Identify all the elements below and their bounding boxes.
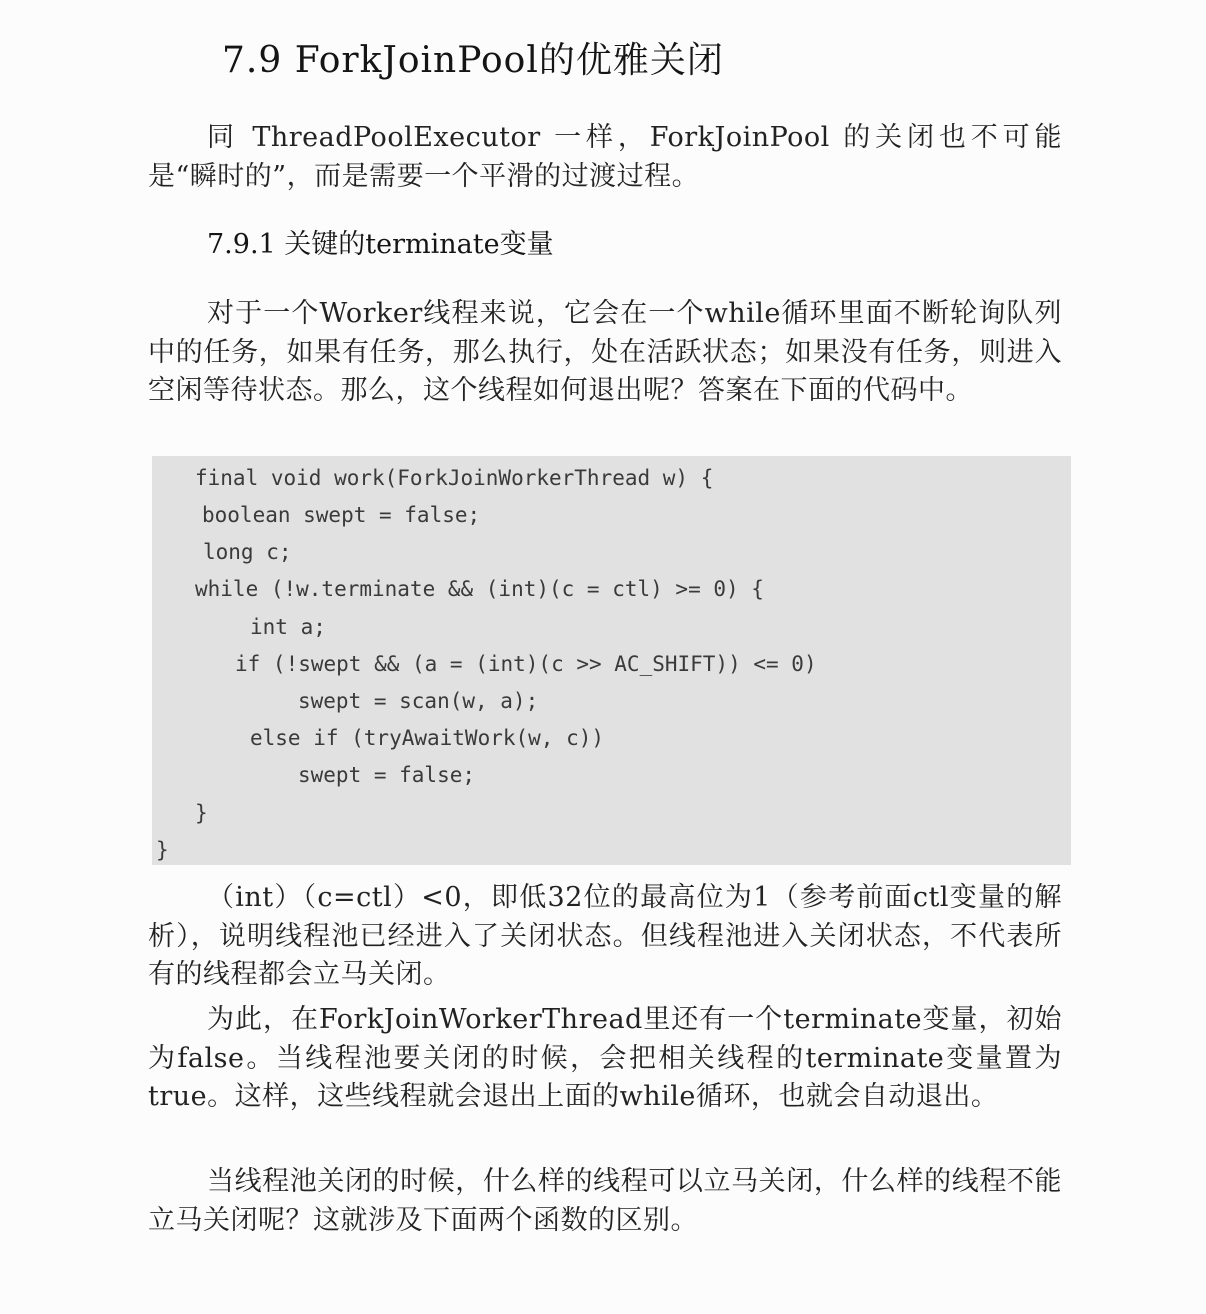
worker-paragraph: 对于一个Worker线程来说，它会在一个while循环里面不断轮询队列中的任务，如果有任务，那么执行，处在活跃状态；如果没有任务，则进入空闲等待状态。那么，这个线程如何退出呢？答案在下面的代码中。 bbox=[148, 298, 1062, 406]
intro-paragraph: 同 ThreadPoolExecutor 一样，ForkJoinPool 的关闭也不可能是“瞬时的”，而是需要一个平滑的过渡过程。 bbox=[148, 122, 1062, 192]
code-line: swept = false; bbox=[298, 763, 476, 787]
section-title: 7.9 ForkJoinPool的优雅关闭 bbox=[222, 40, 724, 81]
code-line: else if (tryAwaitWork(w, c)) bbox=[250, 726, 605, 750]
code-block bbox=[152, 456, 1071, 865]
subsection-title: 7.9.1 关键的terminate变量 bbox=[207, 229, 554, 260]
code-line: if (!swept && (a = (int)(c >> AC_SHIFT)) <= 0) bbox=[235, 652, 817, 676]
code-line: while (!w.terminate && (int)(c = ctl) >= 0) { bbox=[195, 577, 764, 601]
question-paragraph: 当线程池关闭的时候，什么样的线程可以立马关闭，什么样的线程不能立马关闭呢？这就涉及下面两个函数的区别。 bbox=[148, 1166, 1062, 1236]
ctl-paragraph: （int）（c=ctl）<0，即低32位的最高位为1（参考前面ctl变量的解析），说明线程池已经进入了关闭状态。但线程池进入关闭状态，不代表所有的线程都会立马关闭。 bbox=[148, 882, 1062, 990]
terminate-paragraph: 为此，在ForkJoinWorkerThread里还有一个terminate变量，初始为false。当线程池要关闭的时候，会把相关线程的terminate变量置为true。这样，这些线程就会退出上面的while循环，也就会自动退出。 bbox=[148, 1004, 1062, 1112]
code-line: boolean swept = false; bbox=[202, 503, 481, 527]
code-line: swept = scan(w, a); bbox=[298, 689, 539, 713]
code-line: } bbox=[195, 801, 208, 825]
code-line: int a; bbox=[250, 615, 326, 639]
code-line: final void work(ForkJoinWorkerThread w) { bbox=[195, 466, 714, 490]
code-line: long c; bbox=[203, 540, 292, 564]
code-line: } bbox=[156, 838, 169, 862]
